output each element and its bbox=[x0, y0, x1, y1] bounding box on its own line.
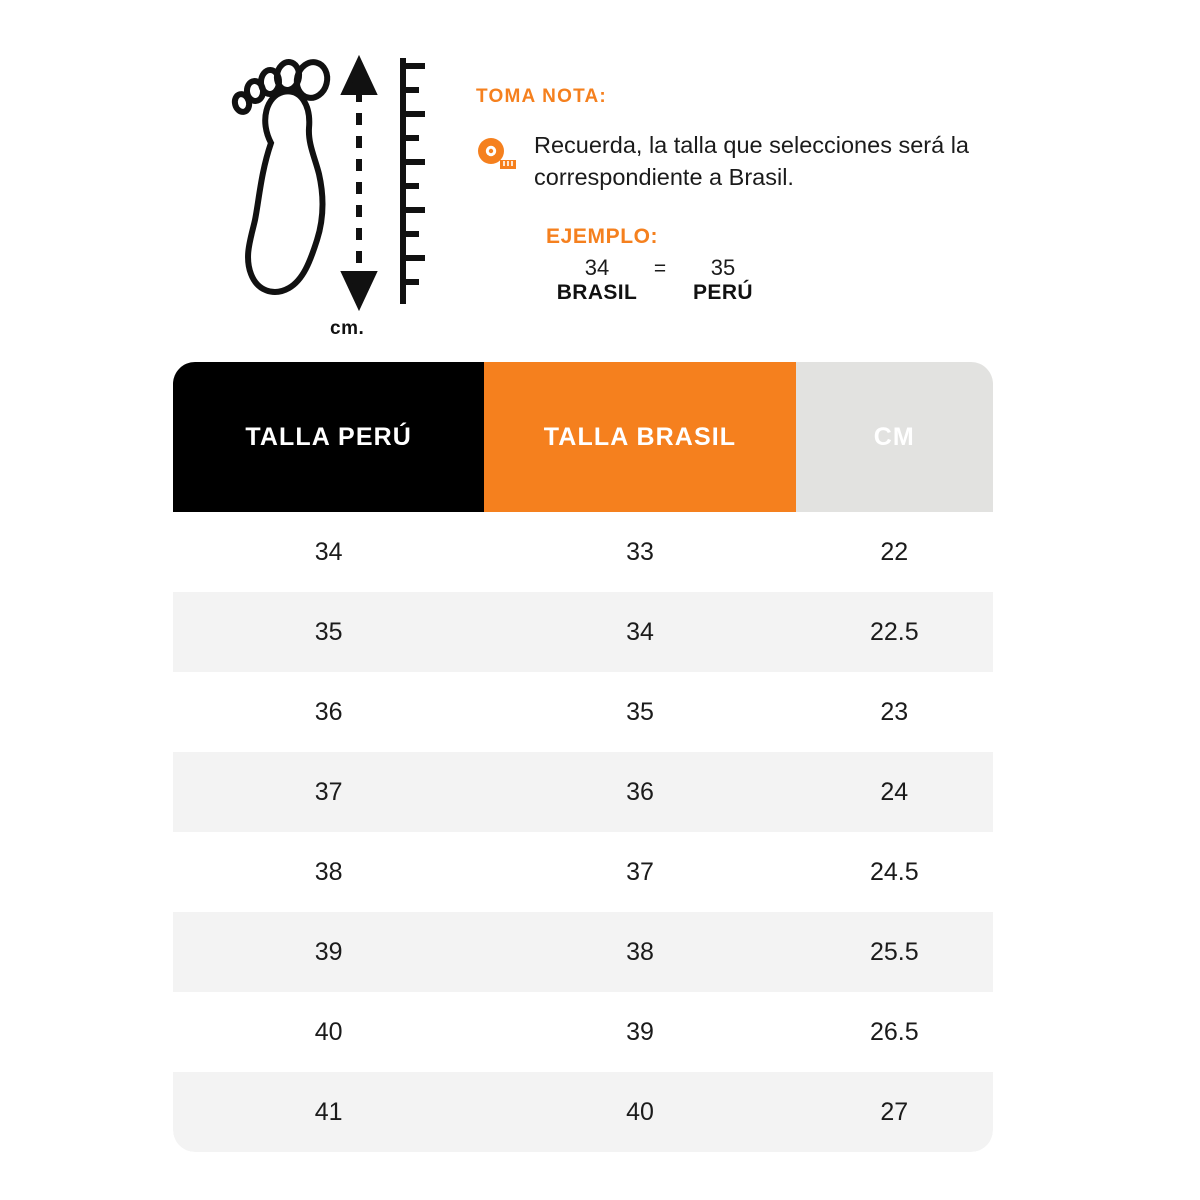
table-row bbox=[173, 832, 993, 912]
cell-talla-brasil: 40 bbox=[484, 1072, 795, 1152]
cell-cm: 23 bbox=[880, 697, 909, 726]
table-row bbox=[173, 992, 993, 1072]
cell-talla-peru: 39 bbox=[173, 912, 484, 992]
cell-talla-peru: 36 bbox=[314, 697, 343, 726]
cell-talla-brasil: 35 bbox=[626, 697, 654, 726]
note-block bbox=[476, 86, 1076, 194]
example-right-country: PERÚ bbox=[693, 281, 753, 304]
table-row bbox=[173, 752, 993, 832]
cell-cm: 27 bbox=[796, 1072, 993, 1152]
cell-talla-peru: 34 bbox=[314, 537, 343, 566]
table-row bbox=[173, 1072, 993, 1152]
info-section bbox=[0, 0, 1200, 352]
note-row bbox=[476, 130, 1076, 194]
size-table-wrapper bbox=[173, 362, 993, 1152]
measuring-tape-icon bbox=[476, 136, 518, 172]
column-header-cm: CM bbox=[796, 362, 993, 512]
example-right-value: 35 bbox=[710, 255, 736, 280]
cell-talla-brasil: 34 bbox=[484, 592, 795, 672]
example-block bbox=[546, 225, 866, 305]
cell-talla-peru: 35 bbox=[173, 592, 484, 672]
cell-talla-peru: 38 bbox=[314, 857, 343, 886]
table-header-row bbox=[173, 362, 993, 512]
note-title: TOMA NOTA: bbox=[476, 86, 607, 107]
cell-cm: 24.5 bbox=[869, 857, 919, 886]
cell-cm: 22 bbox=[880, 537, 909, 566]
cell-talla-brasil: 33 bbox=[626, 537, 654, 566]
cell-cm: 26.5 bbox=[869, 1017, 919, 1046]
cell-cm: 25.5 bbox=[796, 912, 993, 992]
cell-talla-brasil: 36 bbox=[484, 752, 795, 832]
cell-talla-brasil: 39 bbox=[626, 1017, 654, 1046]
table-row bbox=[173, 512, 993, 592]
table-body bbox=[173, 512, 993, 1152]
example-title: EJEMPLO: bbox=[546, 225, 659, 248]
example-grid bbox=[552, 255, 866, 305]
note-text: Recuerda, la talla que selecciones será la correspondiente a Brasil. bbox=[534, 132, 970, 190]
cell-cm: 24 bbox=[796, 752, 993, 832]
cell-cm: 22.5 bbox=[796, 592, 993, 672]
table-row bbox=[173, 912, 993, 992]
table-row bbox=[173, 592, 993, 672]
example-left-country: BRASIL bbox=[556, 281, 638, 304]
cell-talla-peru: 37 bbox=[173, 752, 484, 832]
cell-talla-brasil: 38 bbox=[484, 912, 795, 992]
cm-unit-label: cm. bbox=[330, 318, 365, 339]
example-left-value: 34 bbox=[584, 255, 610, 280]
column-header-talla-brasil: TALLA BRASIL bbox=[484, 362, 795, 512]
cell-talla-brasil: 37 bbox=[626, 857, 654, 886]
cell-talla-peru: 41 bbox=[173, 1072, 484, 1152]
column-header-talla-peru: TALLA PERÚ bbox=[173, 362, 484, 512]
cell-talla-peru: 40 bbox=[314, 1017, 343, 1046]
table-row bbox=[173, 672, 993, 752]
foot-measure-illustration bbox=[213, 48, 443, 328]
size-conversion-table bbox=[173, 362, 993, 1152]
example-equals-sign: = bbox=[653, 257, 667, 280]
table-head bbox=[173, 362, 993, 512]
